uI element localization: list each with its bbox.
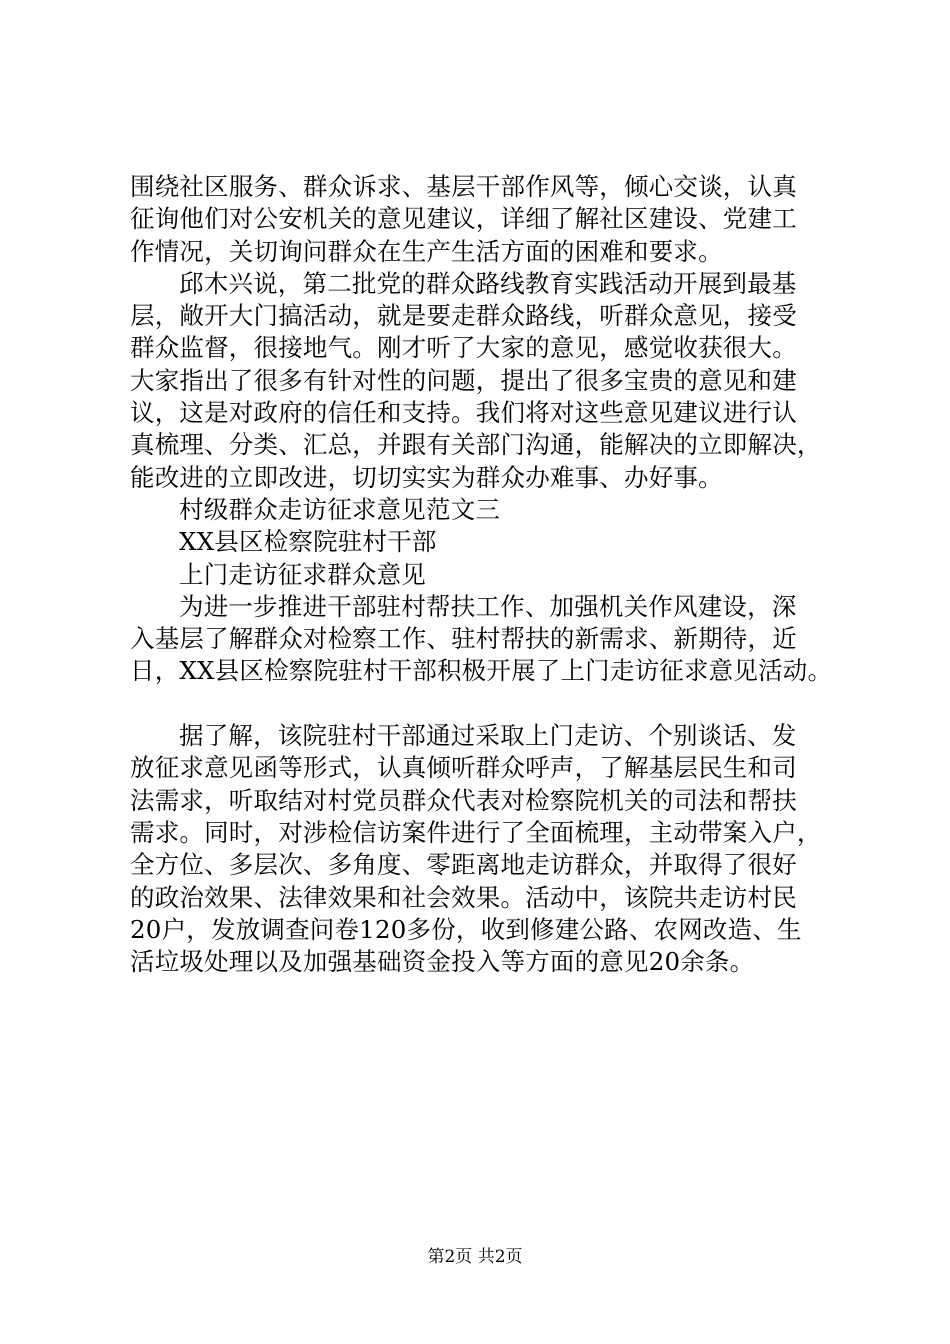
text-line: 真梳理、分类、汇总，并跟有关部门沟通，能解决的立即解决， [130, 430, 822, 460]
text-line: 邱木兴说，第二批党的群众路线教育实践活动开展到最基 [179, 268, 797, 298]
text-line: 议，这是对政府的信任和支持。我们将对这些意见建议进行认 [130, 398, 797, 428]
text-line: 放征求意见函等形式，认真倾听群众呼声，了解基层民生和司 [130, 753, 797, 783]
text-line: 日，XX县区检察院驻村干部积极开展了上门走访征求意见活动。 [130, 656, 833, 686]
text-line: 作情况，关切询问群众在生产生活方面的困难和要求。 [130, 236, 723, 266]
text-line: 活垃圾处理以及加强基础资金投入等方面的意见20余条。 [130, 947, 755, 977]
text-line: 能改进的立即改进，切切实实为群众办难事、办好事。 [130, 462, 723, 492]
text-line: 群众监督，很接地气。刚才听了大家的意见，感觉收获很大。 [130, 333, 797, 363]
text-line: 20户，发放调查问卷120多份，收到修建公路、农网改造、生 [130, 914, 802, 944]
text-line: 据了解，该院驻村干部通过采取上门走访、个别谈话、发 [179, 721, 797, 751]
text-line: XX县区检察院驻村干部 [179, 527, 437, 557]
page-footer: 第2页 共2页 [427, 1247, 523, 1267]
text-line: 征询他们对公安机关的意见建议，详细了解社区建设、党建工 [130, 204, 797, 234]
text-line: 围绕社区服务、群众诉求、基层干部作风等，倾心交谈，认真 [130, 172, 797, 201]
text-line: 需求。同时，对涉检信访案件进行了全面梳理，主动带案入户， [130, 817, 822, 847]
text-line: 入基层了解群众对检察工作、驻村帮扶的新需求、新期待，近 [130, 624, 797, 654]
text-line: 上门走访征求群众意见 [179, 559, 426, 589]
blank-line [130, 688, 830, 720]
text-line: 法需求，听取结对村党员群众代表对检察院机关的司法和帮扶 [130, 785, 797, 815]
text-line: 的政治效果、法律效果和社会效果。活动中，该院共走访村民 [130, 882, 797, 912]
text-line: 大家指出了很多有针对性的问题，提出了很多宝贵的意见和建 [130, 365, 797, 395]
text-line: 全方位、多层次、多角度、零距离地走访群众，并取得了很好 [130, 850, 797, 880]
document-body [130, 171, 833, 978]
text-line: 为进一步推进干部驻村帮扶工作、加强机关作风建设，深 [179, 591, 797, 621]
text-line: 村级群众走访征求意见范文三 [179, 494, 501, 524]
text-line: 层，敞开大门搞活动，就是要走群众路线，听群众意见，接受 [130, 301, 797, 331]
